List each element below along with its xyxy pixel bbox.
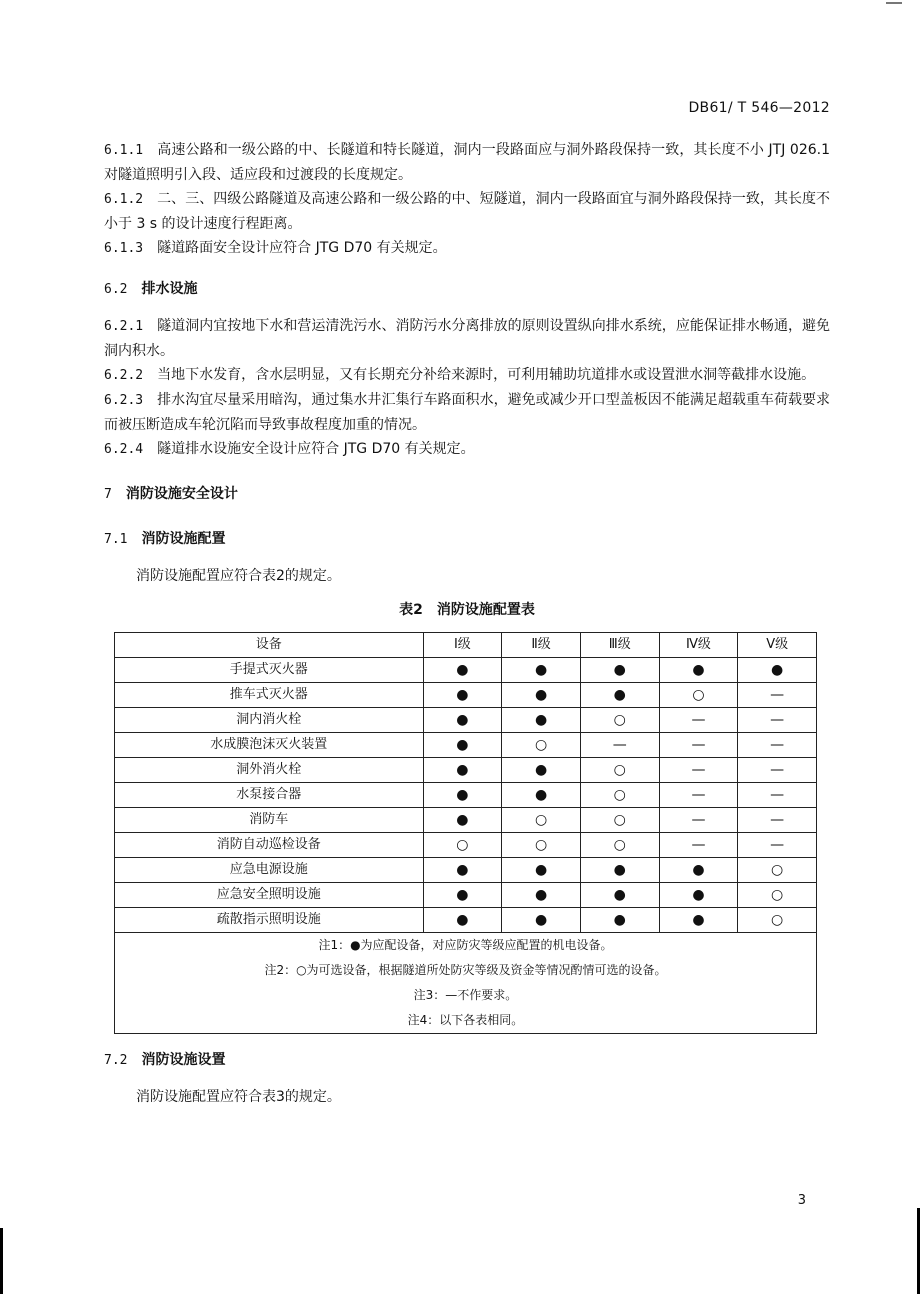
cell-level-3: ○	[580, 708, 659, 733]
cell-level-5: —	[738, 783, 817, 808]
cell-level-4: —	[659, 708, 738, 733]
cell-level-2: ○	[502, 808, 581, 833]
table-row	[115, 658, 817, 683]
cell-level-3: ○	[580, 783, 659, 808]
table-row	[115, 833, 817, 858]
table-row	[115, 708, 817, 733]
cell-level-4: —	[659, 758, 738, 783]
table-notes	[115, 933, 817, 1034]
table-note: 注4：以下各表相同。	[407, 1013, 524, 1027]
cell-level-5: —	[738, 708, 817, 733]
cell-level-5: ○	[738, 883, 817, 908]
cell-level-1: ●	[423, 908, 502, 933]
cell-level-3: ○	[580, 833, 659, 858]
cell-level-5: —	[738, 833, 817, 858]
table-row	[115, 683, 817, 708]
cell-device-name: 推车式灭火器	[115, 683, 424, 708]
cell-level-2: ●	[502, 858, 581, 883]
cell-level-5: —	[738, 808, 817, 833]
cell-level-4: ●	[659, 908, 738, 933]
cell-level-1: ●	[423, 883, 502, 908]
cell-level-2: ●	[502, 783, 581, 808]
header-level-1: Ⅰ级	[423, 633, 502, 658]
heading-7-2: 7.2 消防设施设置	[104, 1052, 226, 1068]
clause-6-2-3: 6.2.3 排水沟宜尽量采用暗沟，通过集水井汇集行车路面积水，避免或减少开口型盖板因不能满足超载重车荷载要求而被压断造成车轮沉陷而导致事故程度加重的情况。	[104, 392, 830, 433]
cell-level-3: ○	[580, 808, 659, 833]
table-note: 注2：○为可选设备，根据隧道所处防灾等级及资金等情况酌情可选的设备。	[264, 963, 667, 977]
cell-level-4: —	[659, 808, 738, 833]
clause-6-1-1: 6.1.1 高速公路和一级公路的中、长隧道和特长隧道，洞内一段路面应与洞外路段保持一致，其长度不小 JTJ 026.1 对隧道照明引入段、适应段和过渡段的长度规定。	[104, 142, 830, 183]
table-caption: 表2 消防设施配置表	[399, 602, 535, 618]
cell-level-4: ●	[659, 883, 738, 908]
cell-device-name: 消防自动巡检设备	[115, 833, 424, 858]
heading-7: 7 消防设施安全设计	[104, 486, 238, 502]
cell-device-name: 水成膜泡沫灭火装置	[115, 733, 424, 758]
heading-6-2: 6.2 排水设施	[104, 281, 198, 297]
cell-level-1: ●	[423, 733, 502, 758]
cell-level-3: ●	[580, 683, 659, 708]
table-notes-row	[115, 933, 817, 1034]
clause-6-1-3: 6.1.3 隧道路面安全设计应符合 JTG D70 有关规定。	[104, 240, 447, 256]
cell-level-2: ●	[502, 758, 581, 783]
table-row	[115, 908, 817, 933]
cell-level-3: ○	[580, 758, 659, 783]
header-level-3: Ⅲ级	[580, 633, 659, 658]
header-level-5: Ⅴ级	[738, 633, 817, 658]
table-row	[115, 783, 817, 808]
header-level-4: Ⅳ级	[659, 633, 738, 658]
cell-level-4: ●	[659, 658, 738, 683]
document-code: DB61/ T 546—2012	[688, 100, 830, 116]
cell-level-5: —	[738, 683, 817, 708]
clause-6-2-1: 6.2.1 隧道洞内宜按地下水和营运清洗污水、消防污水分离排放的原则设置纵向排水系统，应能保证排水畅通，避免洞内积水。	[104, 318, 830, 359]
document-body	[104, 138, 830, 1109]
table-note: 注3：—不作要求。	[413, 988, 518, 1002]
cell-device-name: 洞外消火栓	[115, 758, 424, 783]
cell-level-3: ●	[580, 658, 659, 683]
cell-level-5: —	[738, 733, 817, 758]
clause-6-2-2: 6.2.2 当地下水发育，含水层明显，又有长期充分补给来源时，可利用辅助坑道排水或设置泄水洞等截排水设施。	[104, 367, 816, 383]
cell-device-name: 应急安全照明设施	[115, 883, 424, 908]
cell-level-3: —	[580, 733, 659, 758]
clause-6-1-2: 6.1.2 二、三、四级公路隧道及高速公路和一级公路的中、短隧道，洞内一段路面宜与洞外路段保持一致，其长度不小于 3 s 的设计速度行程距离。	[104, 191, 830, 232]
cell-level-5: ○	[738, 858, 817, 883]
table-row	[115, 808, 817, 833]
scan-edge-left	[0, 1228, 3, 1294]
table-header-row	[115, 633, 817, 658]
cell-device-name: 手提式灭火器	[115, 658, 424, 683]
paragraph-7-1: 消防设施配置应符合表2的规定。	[136, 568, 341, 584]
header-device: 设备	[115, 633, 424, 658]
cell-level-1: ●	[423, 783, 502, 808]
heading-7-1: 7.1 消防设施配置	[104, 531, 226, 547]
clause-6-2-4: 6.2.4 隧道排水设施安全设计应符合 JTG D70 有关规定。	[104, 441, 475, 457]
cell-level-2: ●	[502, 683, 581, 708]
cell-level-2: ○	[502, 833, 581, 858]
table-row	[115, 858, 817, 883]
cell-level-4: —	[659, 733, 738, 758]
cell-device-name: 疏散指示照明设施	[115, 908, 424, 933]
cell-level-3: ●	[580, 858, 659, 883]
cell-level-5: ●	[738, 658, 817, 683]
cell-level-1: ○	[423, 833, 502, 858]
cell-device-name: 洞内消火栓	[115, 708, 424, 733]
cell-level-5: —	[738, 758, 817, 783]
cell-level-2: ●	[502, 908, 581, 933]
cell-level-1: ●	[423, 758, 502, 783]
fire-facility-table	[114, 632, 817, 1034]
table-row	[115, 758, 817, 783]
cell-level-1: ●	[423, 808, 502, 833]
cell-level-1: ●	[423, 708, 502, 733]
cell-level-2: ○	[502, 733, 581, 758]
cell-level-3: ●	[580, 908, 659, 933]
cell-level-4: ●	[659, 858, 738, 883]
cell-level-2: ●	[502, 708, 581, 733]
table-body	[115, 658, 817, 933]
table-note: 注1：●为应配设备，对应防灾等级应配置的机电设备。	[318, 938, 613, 952]
cell-device-name: 消防车	[115, 808, 424, 833]
cell-level-3: ●	[580, 883, 659, 908]
cell-level-4: —	[659, 833, 738, 858]
paragraph-7-2: 消防设施配置应符合表3的规定。	[136, 1089, 341, 1105]
cell-level-1: ●	[423, 658, 502, 683]
cell-level-5: ○	[738, 908, 817, 933]
cell-level-4: ○	[659, 683, 738, 708]
cell-device-name: 应急电源设施	[115, 858, 424, 883]
cell-level-4: —	[659, 783, 738, 808]
cell-level-2: ●	[502, 658, 581, 683]
cell-level-1: ●	[423, 858, 502, 883]
table-row	[115, 883, 817, 908]
scan-mark	[886, 2, 902, 4]
cell-device-name: 水泵接合器	[115, 783, 424, 808]
cell-level-1: ●	[423, 683, 502, 708]
page-number: 3	[797, 1193, 806, 1208]
header-level-2: Ⅱ级	[502, 633, 581, 658]
cell-level-2: ●	[502, 883, 581, 908]
table-row	[115, 733, 817, 758]
